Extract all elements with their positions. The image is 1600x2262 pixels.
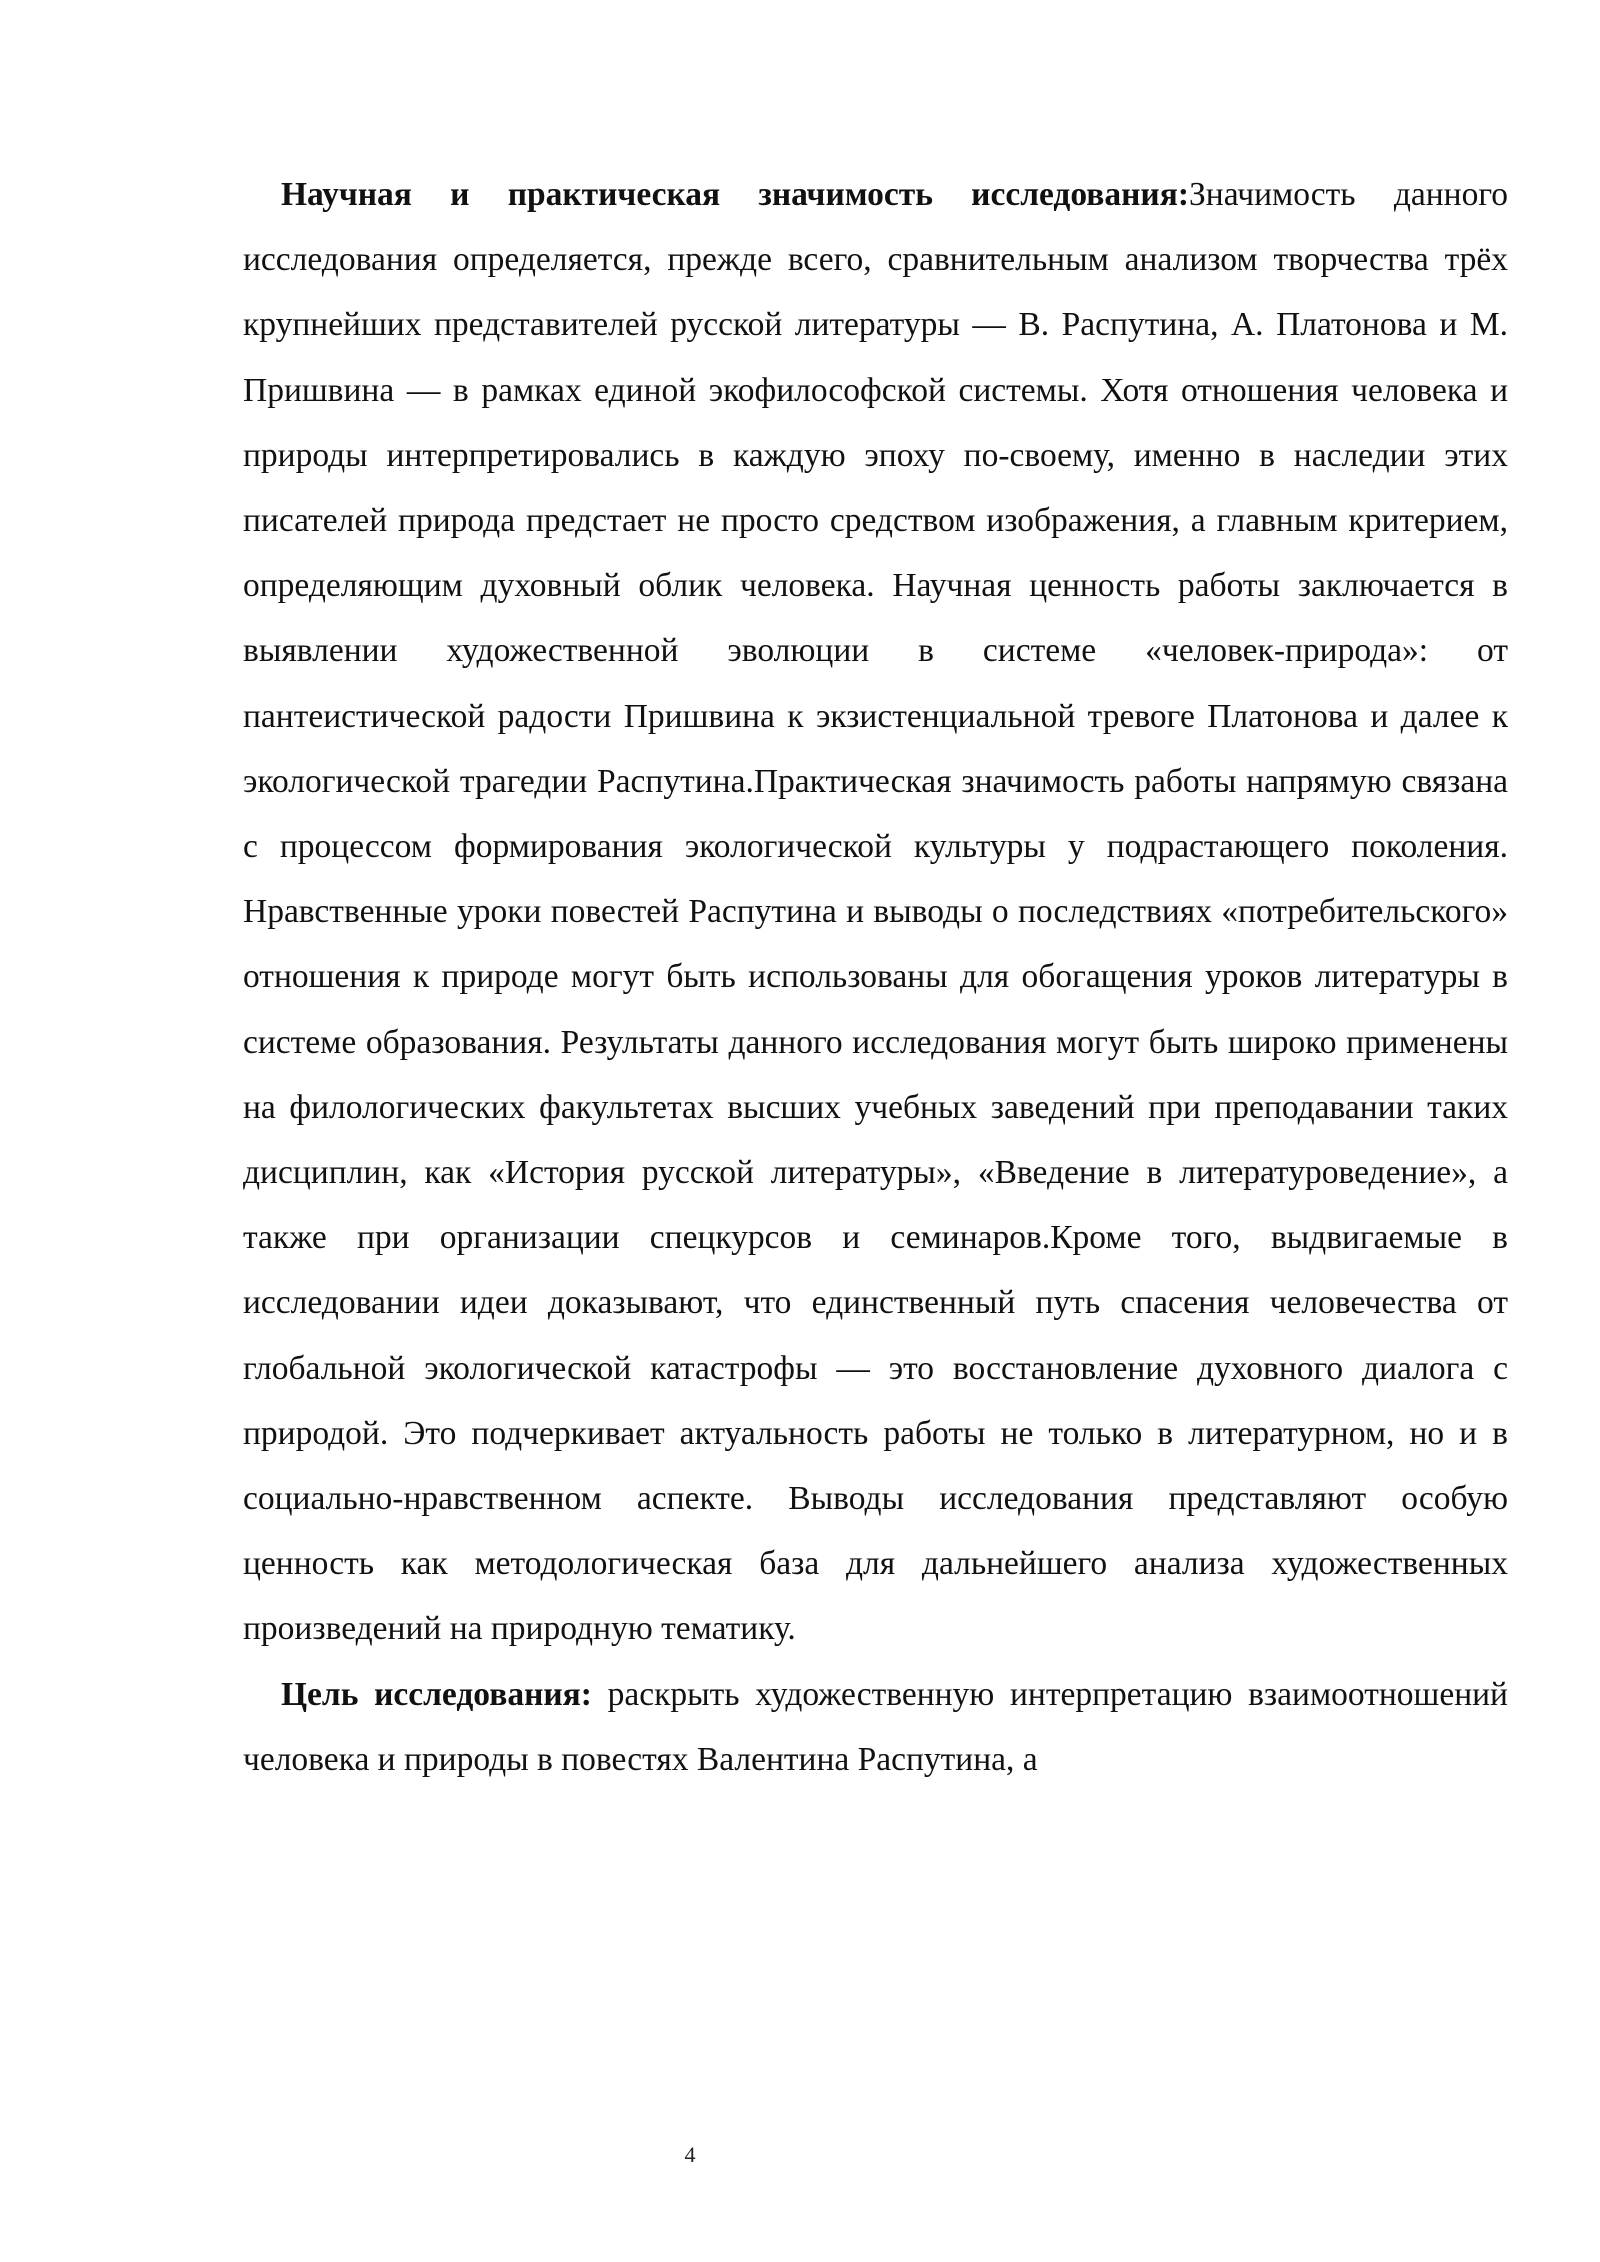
goal-paragraph — [243, 1662, 1508, 1792]
significance-text: Значимость данного исследования определяется, прежде всего, сравнительным анализом творчества трёх крупнейших представителей русской литературы — В. Распутина, А. Платонова и М. Пришвина — в рамках единой экофилософской системы. Хотя отношения человека и природы интерпретировались в каждую эпоху по-своему, именно в наследии этих писателей природа предстает не просто средством изображения, а главным критерием, определяющим духовный облик человека. Научная ценность работы заключается в выявлении художественной эволюции в системе «человек-природа»: от пантеистической радости Пришвина к экзистенциальной тревоге Платонова и далее к экологической трагедии Распутина.Практическая значимость работы напрямую связана с процессом формирования экологической культуры у подрастающего поколения. Нравственные уроки повестей Распутина и выводы о последствиях «потребительского» отношения к природе могут быть использованы для обогащения уроков литературы в системе образования. Результаты данного исследования могут быть широко применены на филологических факультетах высших учебных заведений при преподавании таких дисциплин, как «История русской литературы», «Введение в литературоведение», а также при организации спецкурсов и семинаров.Кроме того, выдвигаемые в исследовании идеи доказывают, что единственный путь спасения человечества от глобальной экологической катастрофы — это восстановление духовного диалога с природой. Это подчеркивает актуальность работы не только в литературном, но и в социально-нравственном аспекте. Выводы исследования представляют особую ценность как методологическая база для дальнейшего анализа художественных произведений на природную тематику. — [243, 176, 1508, 1648]
page-number: 4 — [684, 2142, 696, 2167]
goal-text: раскрыть художественную интерпретацию взаимоотношений человека и природы в повестях Валентина Распутина, а — [243, 1675, 1508, 1778]
page-body — [243, 162, 1508, 1792]
significance-heading: Научная и практическая значимость исследования: — [281, 176, 1189, 213]
significance-paragraph — [243, 162, 1508, 1662]
goal-heading: Цель исследования: — [281, 1675, 592, 1713]
